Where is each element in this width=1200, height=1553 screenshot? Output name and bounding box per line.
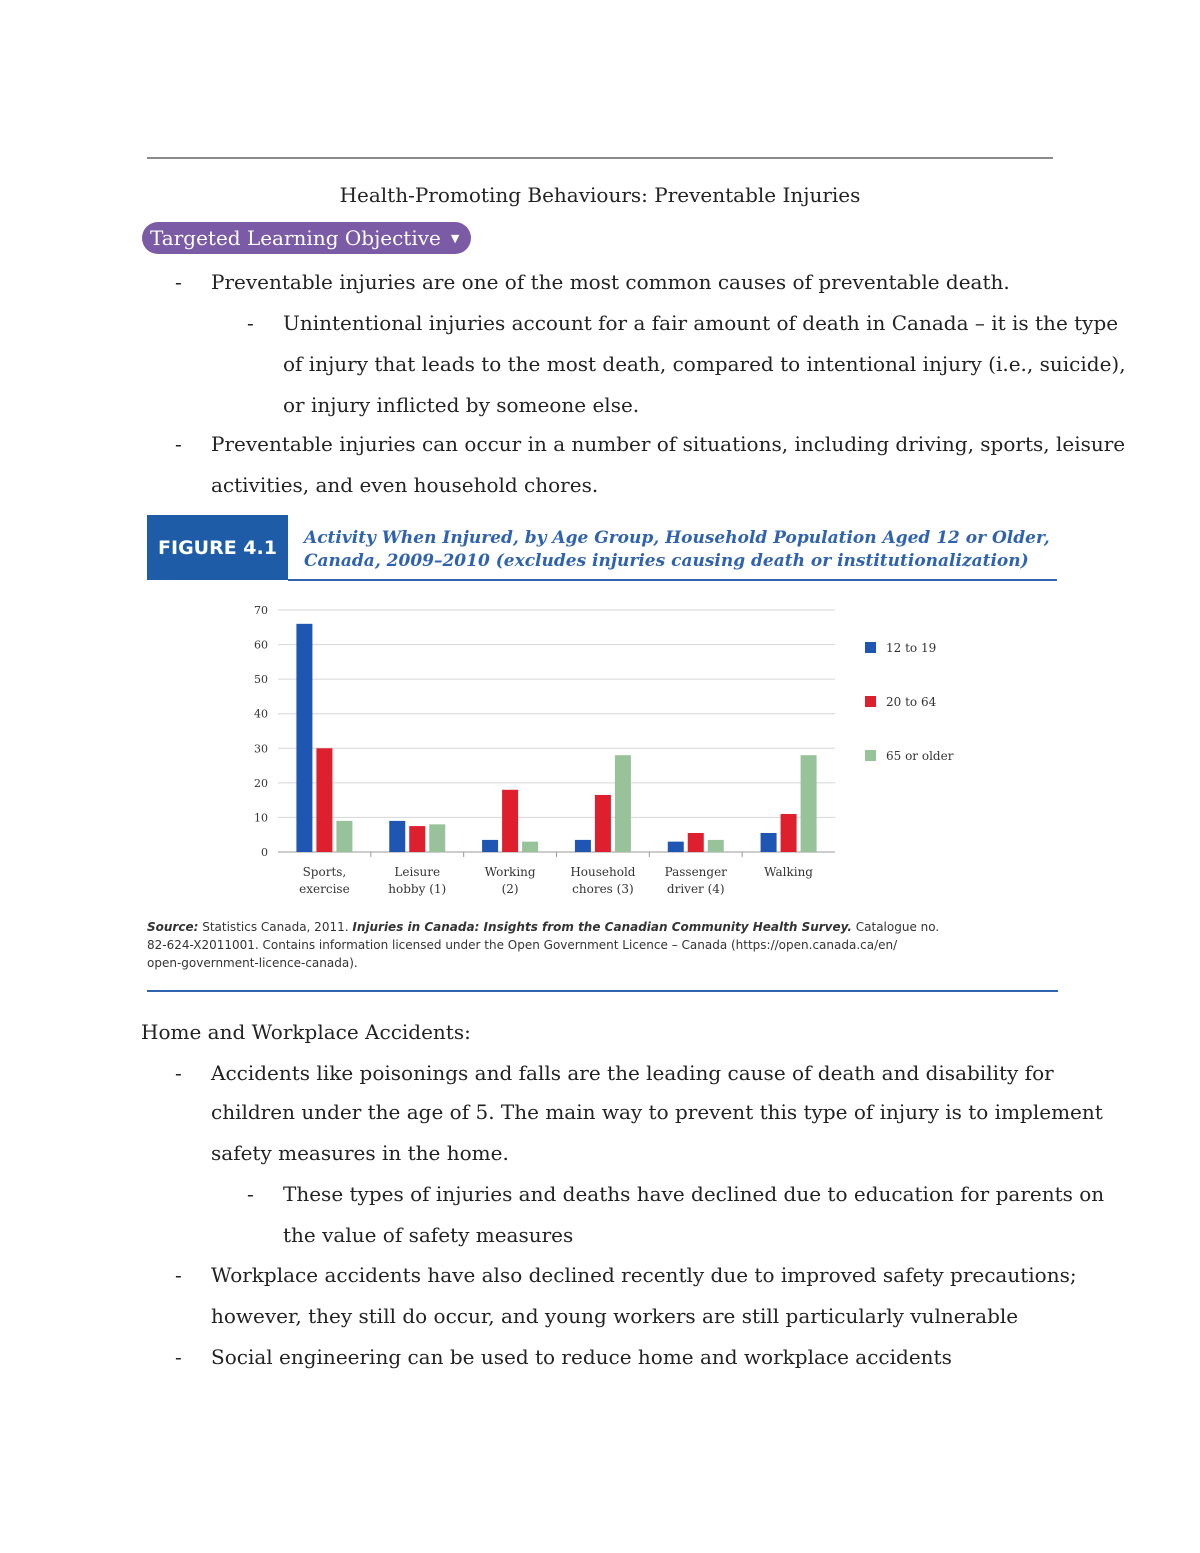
bar (708, 840, 724, 852)
bar (482, 840, 498, 852)
bullet-text: Social engineering can be used to reduce home and workplace accidents (211, 1345, 952, 1369)
x-tick-label: Passenger (664, 865, 727, 879)
bullet-text: children under the age of 5. The main way to prevent this type of injury is to implement (211, 1100, 1103, 1124)
source-text: Statistics Canada, 2011. (198, 920, 353, 934)
top-divider (147, 157, 1053, 159)
bar (316, 748, 332, 852)
bar (595, 795, 611, 852)
bullet-dash: - (175, 432, 182, 456)
bar (336, 821, 352, 852)
figure-header (147, 515, 1057, 580)
sub-bullet-text: Unintentional injuries account for a fair amount of death in Canada – it is the type (283, 311, 1119, 335)
bullet-dash: - (175, 270, 182, 294)
y-tick-label: 10 (254, 811, 268, 825)
y-tick-label: 20 (254, 776, 268, 790)
learning-objective-tag[interactable] (142, 222, 471, 254)
chevron-down-icon: ▼ (450, 231, 460, 245)
sub-bullet-text: or injury inflicted by someone else. (283, 393, 640, 417)
bar (761, 833, 777, 852)
bar (429, 824, 445, 852)
x-tick-label: Walking (764, 865, 813, 879)
legend-swatch (865, 696, 876, 707)
bar-chart (240, 598, 980, 908)
sub-bullet-dash: - (247, 311, 254, 335)
x-tick-label: driver (4) (666, 882, 725, 896)
figure-label: FIGURE 4.1 (147, 515, 288, 580)
bullet-text: Preventable injuries are one of the most common causes of preventable death. (211, 270, 1010, 294)
legend-label: 20 to 64 (886, 695, 937, 709)
y-tick-label: 70 (254, 604, 268, 617)
legend-swatch (865, 750, 876, 761)
legend-label: 65 or older (886, 749, 954, 763)
bullet-text: Preventable injuries can occur in a number of situations, including driving, sports, leisure (211, 432, 1126, 456)
x-tick-label: Leisure (394, 865, 441, 879)
legend-label: 12 to 19 (886, 641, 937, 655)
source-label: Source: (147, 920, 199, 934)
sub-bullet-dash: - (247, 1182, 254, 1206)
bar (389, 821, 405, 852)
bar (575, 840, 591, 852)
bullet-text: Accidents like poisonings and falls are the leading cause of death and disability for (211, 1061, 1054, 1085)
source-title: Injuries in Canada: Insights from the Canadian Community Health Survey. (352, 920, 852, 934)
y-tick-label: 50 (254, 673, 268, 687)
figure-bottom-divider (147, 990, 1058, 992)
sub-bullet-text: These types of injuries and deaths have declined due to education for parents on (283, 1182, 1105, 1206)
bar (688, 833, 704, 852)
bar (502, 790, 518, 852)
page-title: Health-Promoting Behaviours: Preventable Injuries (339, 183, 861, 207)
x-tick-label: Household (570, 865, 636, 879)
y-tick-label: 60 (254, 638, 268, 652)
y-tick-label: 0 (261, 846, 268, 859)
x-tick-label: (2) (501, 882, 519, 896)
bullet-text: safety measures in the home. (211, 1141, 509, 1165)
bar (801, 755, 817, 852)
bullet-dash: - (175, 1263, 182, 1287)
bullet-text: Workplace accidents have also declined recently due to improved safety precautions; (211, 1263, 1077, 1287)
figure-title-underline (288, 579, 1057, 581)
y-tick-label: 40 (254, 707, 268, 721)
x-tick-label: hobby (1) (388, 882, 447, 896)
legend-swatch (865, 642, 876, 653)
figure-source (147, 918, 977, 972)
figure-title-line: Canada, 2009–2010 (excludes injuries causing death or institutionalization) (304, 551, 1029, 571)
figure-title-line: Activity When Injured, by Age Group, Household Population Aged 12 or Older, (304, 528, 1050, 548)
bar (668, 842, 684, 852)
x-tick-label: Working (484, 865, 536, 879)
bullet-text: however, they still do occur, and young workers are still particularly vulnerable (211, 1304, 1019, 1328)
x-tick-label: exercise (299, 882, 350, 896)
bar (409, 826, 425, 852)
bullet-text: activities, and even household chores. (211, 473, 599, 497)
bullet-dash: - (175, 1345, 182, 1369)
x-tick-label: Sports, (302, 865, 347, 879)
source-text: Catalogue no. (851, 920, 940, 934)
y-tick-label: 30 (254, 742, 268, 756)
x-tick-label: chores (3) (572, 882, 634, 896)
bar (781, 814, 797, 852)
sub-bullet-text: the value of safety measures (283, 1223, 574, 1247)
sub-bullet-text: of injury that leads to the most death, compared to intentional injury (i.e., suicide), (283, 352, 1126, 376)
figure-title (304, 527, 1054, 573)
bar (615, 755, 631, 852)
source-text: 82-624-X2011001. Contains information licensed under the Open Government Licence – Canada (https://open.canada.ca/en/ (147, 938, 898, 952)
bar (522, 842, 538, 852)
bullet-dash: - (175, 1061, 182, 1085)
section-title: Home and Workplace Accidents: (141, 1020, 471, 1044)
source-text: open-government-licence-canada). (147, 956, 358, 970)
bar (296, 624, 312, 852)
tag-label: Targeted Learning Objective (150, 226, 441, 250)
